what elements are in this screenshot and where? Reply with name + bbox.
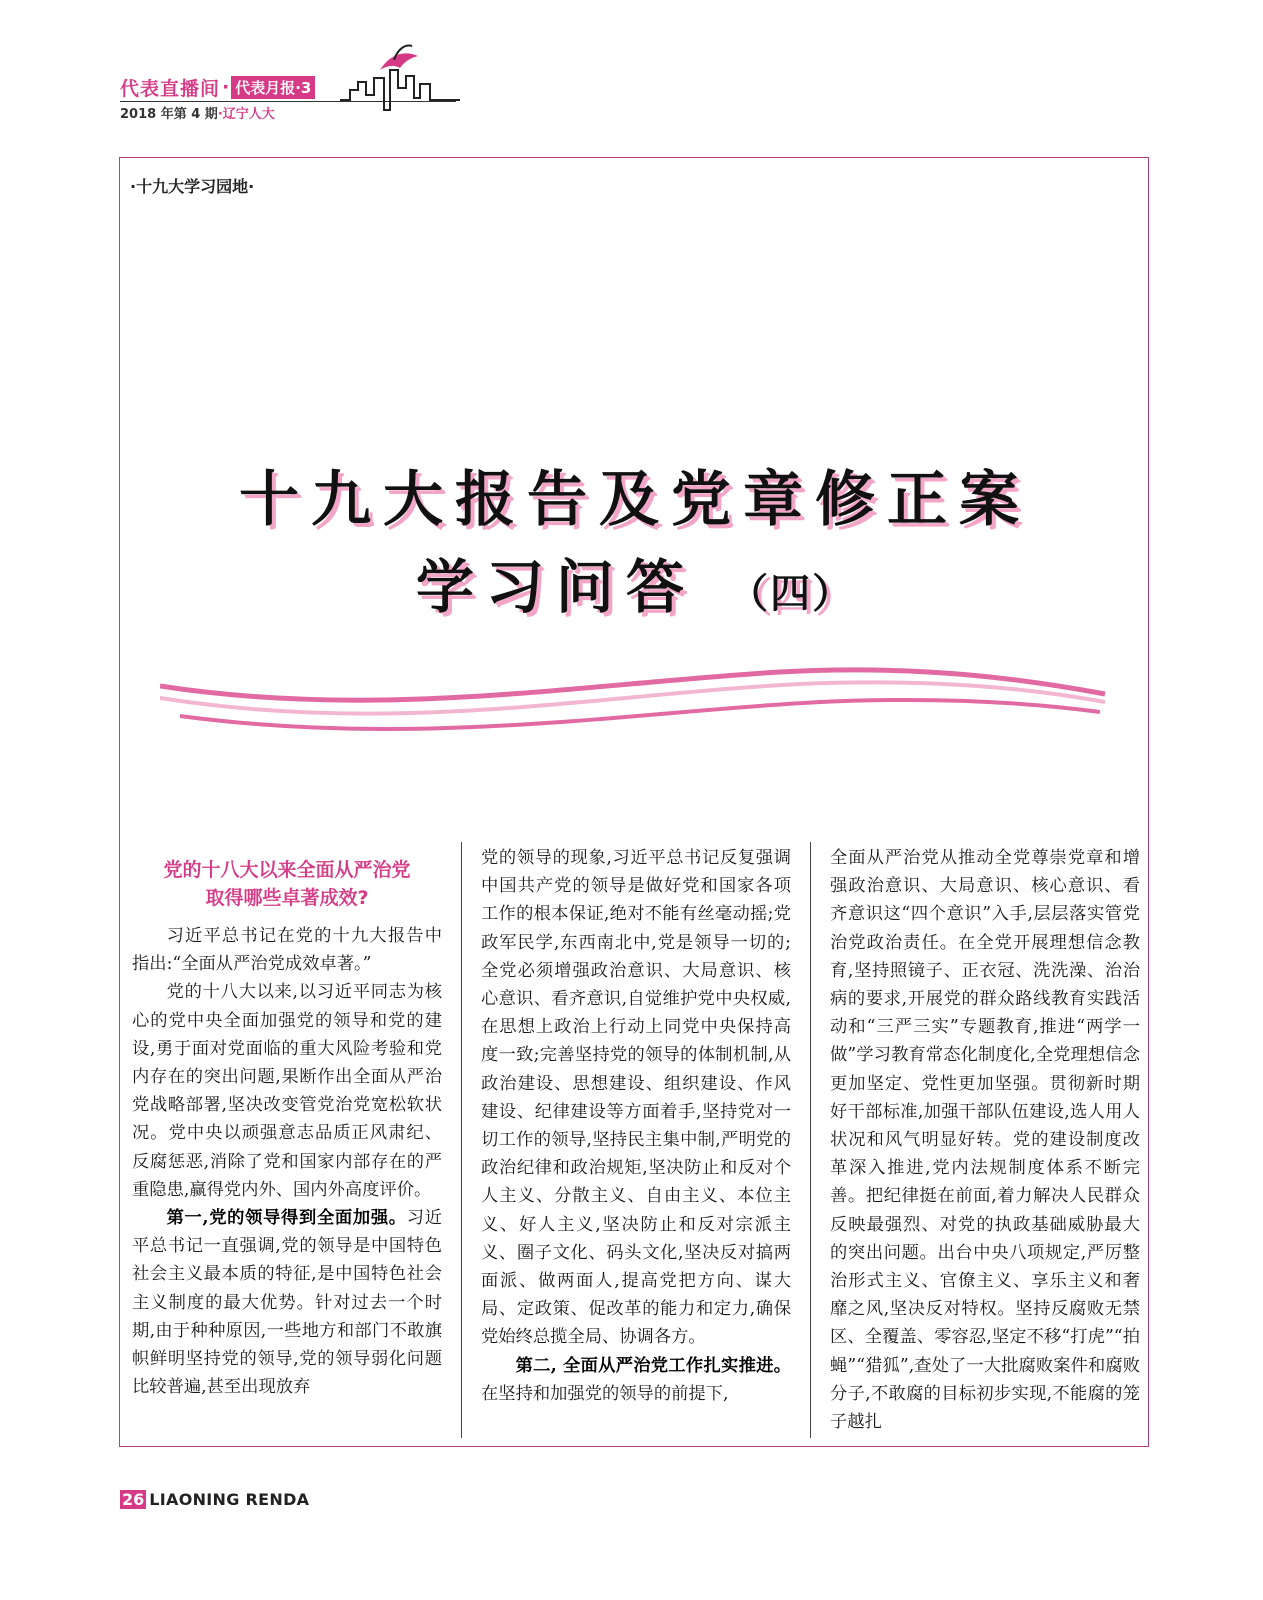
point-heading: 第一,党的领导得到全面加强。 xyxy=(166,1208,407,1229)
question-heading xyxy=(132,856,442,912)
page-footer xyxy=(120,1490,309,1509)
decorative-wave-lines xyxy=(160,650,1110,750)
paragraph-text: 在坚持和加强党的领导的前提下, xyxy=(481,1383,729,1404)
magazine-name-en: LIAONING RENDA xyxy=(149,1490,310,1509)
paragraph: 党的领导的现象,习近平总书记反复强调中国共产党的领导是做好党和国家各项工作的根本保证,绝对不能有丝毫动摇;党政军民学,东西南北中,党是领导一切的;全党必须增强政治意识、大局意识、核心意识、看齐意识,自觉维护党中央权威,在思想上政治上行动上同党中央保持高度一致;完善坚持党的领导的体制机制,从政治建设、思想建设、组织建设、作风建设、纪律建设等方面着手,坚持党对一切工作的领导,坚持民主集中制,严明党的政治纪律和政治规矩,坚决防止和反对个人主义、分散主义、自由主义、本位主义、好人主义,坚决防止和反对宗派主义、圈子文化、码头文化,坚决反对搞两面派、做两面人,提高党把方向、谋大局、定政策、促改革的能力和定力,确保党始终总揽全局、协调各方。 xyxy=(481,848,791,1348)
paragraph xyxy=(481,1352,791,1408)
issue-separator: · xyxy=(217,107,223,122)
paragraph xyxy=(132,1204,442,1401)
point-heading: 第二, 全面从严治党工作扎实推进。 xyxy=(515,1355,791,1376)
skyline-logo-icon xyxy=(340,40,460,120)
paragraph: 习近平总书记在党的十九大报告中指出:“全面从严治党成效卓著。” xyxy=(132,926,442,975)
column-divider xyxy=(461,842,462,1438)
text-column-2 xyxy=(481,844,791,1408)
issue-line xyxy=(120,103,275,122)
article-title-line2 xyxy=(140,540,1130,624)
article-title-line1: 十九大报告及党章修正案 xyxy=(239,465,1031,535)
title-main: 学习问答 xyxy=(415,553,696,621)
text-column-3 xyxy=(830,844,1140,1436)
paragraph-text: 习近平总书记一直强调,党的领导是中国特色社会主义最本质的特征,是中国特色社会主义制度的最大优势。针对过去一个时期,由于种种原因,一些地方和部门不敢旗帜鲜明坚持党的领导,党的领导弱化问题比较普遍,甚至出现放弃 xyxy=(132,1208,442,1398)
paragraph: 党的十八大以来,以习近平同志为核心的党中央全面加强党的领导和党的建设,勇于面对党面临的重大风险考验和党内存在的突出问题,果断作出全面从严治党战略部署,坚决改变管党治党宽松软状况。党中央以顽强意志品质正风肃纪、反腐惩恶,消除了党和国家内部存在的严重隐患,赢得党内外、国内外高度评价。 xyxy=(132,982,442,1200)
column-header xyxy=(120,74,315,100)
column-tag: 代表月报·3 xyxy=(231,76,315,99)
title-part-number: （四） xyxy=(728,570,855,617)
section-label: ·十九大学习园地· xyxy=(130,177,255,196)
paragraph: 全面从严治党从推动全党尊崇党章和增强政治意识、大局意识、核心意识、看齐意识这“四个意识”入手,层层落实管党治党政治责任。在全党开展理想信念教育,坚持照镜子、正衣冠、洗洗澡、治治病的要求,开展党的群众路线教育实践活动和“三严三实”专题教育,推进“两学一做”学习教育常态化制度化,全党理想信念更加坚定、党性更加坚强。贯彻新时期好干部标准,加强干部队伍建设,选人用人状况和风气明显好转。党的建设制度改革深入推进,党内法规制度体系不断完善。把纪律挺在前面,着力解决人民群众反映最强烈、对党的执政基础威胁最大的突出问题。出台中央八项规定,严厉整治形式主义、官僚主义、享乐主义和奢靡之风,坚决反对特权。坚持反腐败无禁区、全覆盖、零容忍,坚定不移“打虎”“拍蝇”“猎狐”,查处了一大批腐败案件和腐败分子,不敢腐的目标初步实现,不能腐的笼子越扎 xyxy=(830,848,1140,1433)
question-heading-line1: 党的十八大以来全面从严治党 xyxy=(163,859,411,881)
question-heading-line2: 取得哪些卓著成效? xyxy=(205,887,369,909)
page-number: 26 xyxy=(122,1490,145,1509)
header-separator: · xyxy=(222,76,230,98)
magazine-name: 辽宁人大 xyxy=(222,107,275,122)
column-divider xyxy=(810,842,811,1438)
column-name: 代表直播间 xyxy=(120,77,221,100)
issue-number: 2018 年第 4 期 xyxy=(120,107,218,122)
text-column-1 xyxy=(132,844,442,1401)
